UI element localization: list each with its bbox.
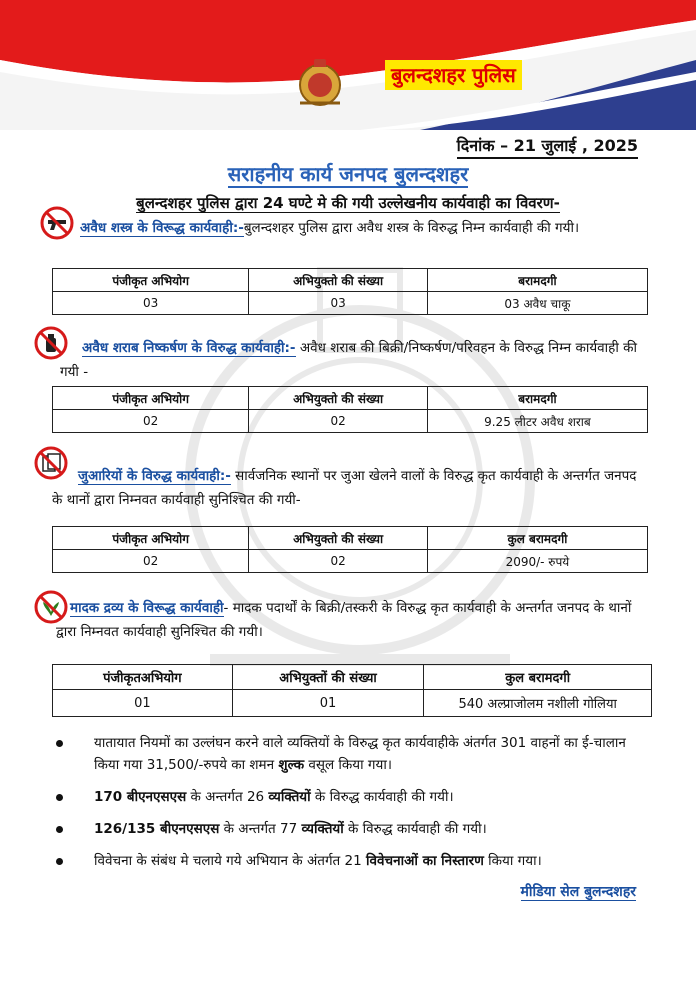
list-item: 126/135 बीएनएसएस के अन्तर्गत 77 व्यक्तियों के विरुद्ध कार्यवाही की गयी। xyxy=(40,818,640,840)
header-banner xyxy=(0,0,696,130)
list-item: 170 बीएनएसएस के अन्तर्गत 26 व्यक्तियों के विरुद्ध कार्यवाही की गयी। xyxy=(40,786,640,808)
page-subtitle: बुलन्दशहर पुलिस द्वारा 24 घण्टे मे की गयी उल्लेखनीय कार्यवाही का विवरण- xyxy=(136,194,560,212)
table-row: 03 03 03 अवैध चाकू xyxy=(53,292,648,315)
gambling-table: पंजीकृत अभियोग अभियुक्तो की संख्या कुल बरामदगी 02 02 2090/- रुपये xyxy=(52,526,648,573)
police-name-badge: बुलन्दशहर पुलिस xyxy=(385,60,522,90)
section-liquor-text: अवैध शराब निष्कर्षण के विरुद्ध कार्यवाही:- अवैध शराब की बिक्री/निष्कर्षण/परिवहन के विरुद्ध निम्न कार्यवाही की गयी - xyxy=(60,340,637,380)
media-cell-signature: मीडिया सेल बुलन्दशहर xyxy=(520,884,636,900)
liquor-table: पंजीकृत अभियोग अभियुक्तो की संख्या बरामदगी 02 02 9.25 लीटर अवैध शराब xyxy=(52,386,648,433)
section-weapons-text: अवैध शस्त्र के विरूद्ध कार्यवाही:-बुलन्दशहर पुलिस द्वारा अवैध शस्त्र के विरुद्ध निम्न कार्यवाही की गयी। xyxy=(80,220,580,236)
section-gambling-text: जुआरियों के विरुद्ध कार्यवाही:- सार्वजनिक स्थानों पर जुआ खेलने वालों के विरुद्ध कृत कार्यवाही के अन्तर्गत जनपद के थानों द्वारा निम्नवत कार्यवाही सुनिश्चित की गयी- xyxy=(52,468,637,508)
table-row: 02 02 2090/- रुपये xyxy=(53,550,648,573)
summary-list xyxy=(40,732,640,882)
date-line: दिनांक – 21 जुलाई , 2025 xyxy=(457,134,638,159)
table-row: 01 01 540 अल्प्राजोलम नशीली गोलिया xyxy=(53,690,652,717)
table-row: 02 02 9.25 लीटर अवैध शराब xyxy=(53,410,648,433)
police-emblem-icon xyxy=(292,53,348,109)
list-item: यातायात नियमों का उल्लंघन करने वाले व्यक्तियों के विरुद्ध कृत कार्यवाहीके अंतर्गत 301 वाहनों का ई-चालान किया गया 31,500/-रुपये का शमन शुल्क वसूल किया गया। xyxy=(40,732,640,776)
section-drugs-text: मादक द्रव्य के विरूद्ध कार्यवाही- मादक पदार्थों के बिक्री/तस्करी के विरुद्ध कृत कार्यवाही के अन्तर्गत जनपद के थानों द्वारा निम्नवत कार्यवाही सुनिश्चित की गयी। xyxy=(56,600,632,640)
list-item: विवेचना के संबंध मे चलाये गये अभियान के अंतर्गत 21 विवेचनाओं का निस्तारण किया गया। xyxy=(40,850,640,872)
page-title: सराहनीय कार्य जनपद बुलन्दशहर xyxy=(227,162,469,186)
weapons-table: पंजीकृत अभियोग अभियुक्तो की संख्या बरामदगी 03 03 03 अवैध चाकू xyxy=(52,268,648,315)
drugs-table: पंजीकृतअभियोग अभियुक्तों की संख्या कुल बरामदगी 01 01 540 अल्प्राजोलम नशीली गोलिया xyxy=(52,664,652,717)
